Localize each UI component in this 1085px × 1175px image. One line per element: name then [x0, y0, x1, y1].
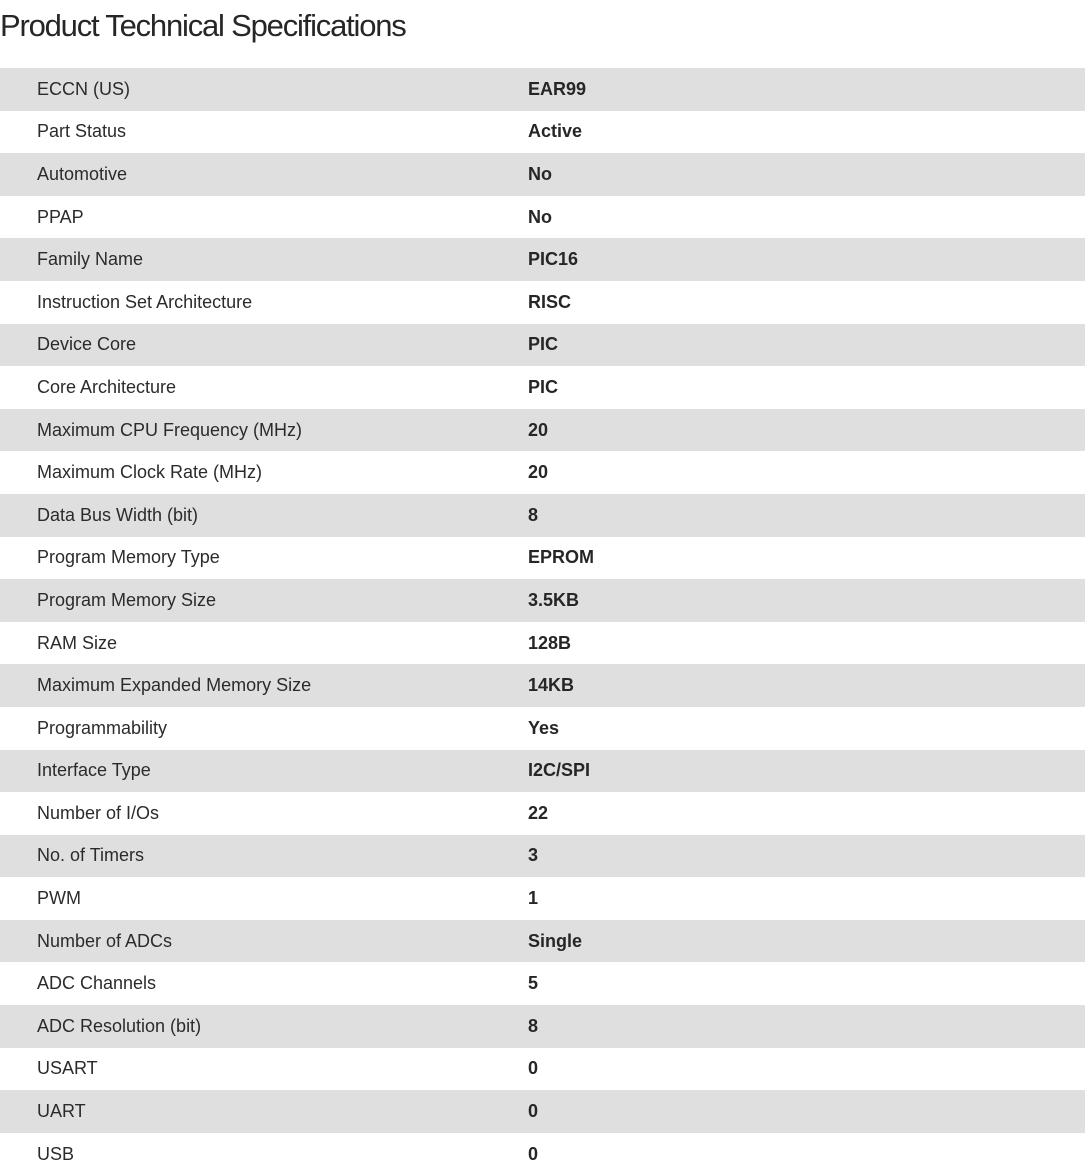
spec-value: RISC	[528, 291, 572, 312]
spec-row-number-of-adcs	[0, 920, 1085, 963]
spec-value: 3.5KB	[528, 589, 580, 610]
spec-label: Interface Type	[37, 760, 151, 781]
spec-row-timers	[0, 835, 1085, 878]
spec-row-automotive	[0, 153, 1085, 196]
spec-label: No. of Timers	[37, 845, 145, 866]
spec-value: 0	[528, 1143, 539, 1164]
spec-value: 0	[528, 1101, 539, 1122]
spec-label: Device Core	[37, 334, 137, 355]
spec-label: Program Memory Type	[37, 547, 220, 568]
spec-value: Single	[528, 930, 583, 951]
spec-label: ADC Channels	[37, 973, 157, 994]
spec-row-adc-resolution	[0, 1005, 1085, 1048]
spec-label: Family Name	[37, 249, 144, 270]
spec-label: ECCN (US)	[37, 78, 130, 99]
spec-value: 8	[528, 1015, 539, 1036]
spec-value: 14KB	[528, 675, 575, 696]
spec-label: Programmability	[37, 717, 168, 738]
spec-value: I2C/SPI	[528, 760, 591, 781]
spec-table	[0, 68, 1085, 1175]
spec-value: 3	[528, 845, 539, 866]
spec-label: USART	[37, 1058, 98, 1079]
spec-row-number-of-ios	[0, 792, 1085, 835]
spec-value: No	[528, 206, 552, 227]
spec-label: Number of ADCs	[37, 930, 173, 951]
spec-value: 1	[528, 888, 539, 909]
spec-value: 8	[528, 504, 539, 525]
spec-value: Yes	[528, 717, 560, 738]
spec-value: 22	[528, 802, 549, 823]
spec-value: Active	[528, 121, 583, 142]
spec-row-uart	[0, 1090, 1085, 1133]
spec-value: 20	[528, 419, 549, 440]
spec-value: PIC	[528, 334, 559, 355]
spec-row-data-bus-width	[0, 494, 1085, 537]
spec-row-eccn	[0, 68, 1085, 111]
spec-value: 5	[528, 973, 539, 994]
spec-row-usart	[0, 1048, 1085, 1091]
spec-row-part-status	[0, 111, 1085, 154]
spec-row-instruction-set	[0, 281, 1085, 324]
spec-row-ram-size	[0, 622, 1085, 665]
spec-label: PPAP	[37, 206, 84, 227]
spec-label: Maximum Expanded Memory Size	[37, 675, 312, 696]
spec-row-core-architecture	[0, 366, 1085, 409]
spec-value: 128B	[528, 632, 572, 653]
spec-value: PIC16	[528, 249, 579, 270]
spec-value: PIC	[528, 376, 559, 397]
spec-label: RAM Size	[37, 632, 118, 653]
page-title: Product Technical Specifications	[0, 8, 406, 43]
spec-label: Maximum Clock Rate (MHz)	[37, 462, 263, 483]
spec-row-interface-type	[0, 750, 1085, 793]
spec-label: Program Memory Size	[37, 589, 217, 610]
spec-row-program-memory-size	[0, 579, 1085, 622]
spec-row-pwm	[0, 877, 1085, 920]
spec-label: Maximum CPU Frequency (MHz)	[37, 419, 303, 440]
spec-row-max-cpu-frequency	[0, 409, 1085, 452]
spec-value: EAR99	[528, 78, 587, 99]
spec-label: PWM	[37, 888, 81, 909]
spec-row-max-expanded-memory	[0, 664, 1085, 707]
spec-row-adc-channels	[0, 962, 1085, 1005]
spec-value: 20	[528, 462, 549, 483]
spec-row-device-core	[0, 324, 1085, 367]
spec-row-family-name	[0, 238, 1085, 281]
spec-label: USB	[37, 1143, 75, 1164]
spec-value: EPROM	[528, 547, 595, 568]
spec-label: ADC Resolution (bit)	[37, 1015, 202, 1036]
spec-label: UART	[37, 1101, 86, 1122]
spec-value: No	[528, 163, 552, 184]
spec-row-program-memory-type	[0, 537, 1085, 580]
spec-label: Number of I/Os	[37, 802, 160, 823]
spec-label: Part Status	[37, 121, 127, 142]
spec-row-programmability	[0, 707, 1085, 750]
spec-row-ppap	[0, 196, 1085, 239]
spec-label: Automotive	[37, 163, 128, 184]
spec-label: Core Architecture	[37, 376, 177, 397]
spec-value: 0	[528, 1058, 539, 1079]
spec-label: Data Bus Width (bit)	[37, 504, 199, 525]
spec-label: Instruction Set Architecture	[37, 291, 253, 312]
spec-row-max-clock-rate	[0, 451, 1085, 494]
